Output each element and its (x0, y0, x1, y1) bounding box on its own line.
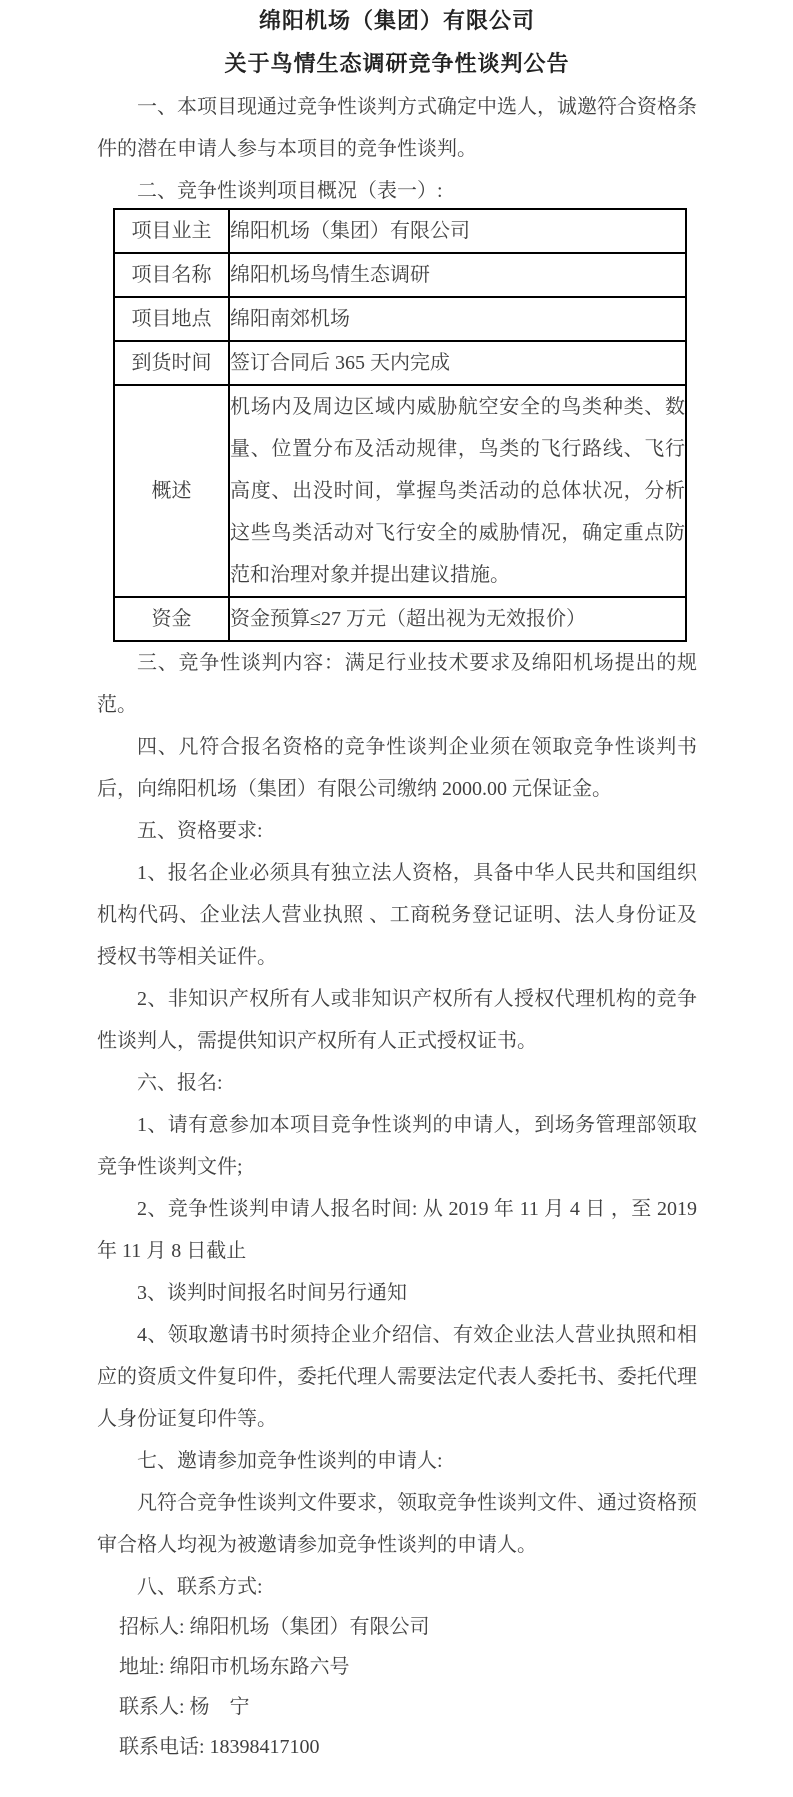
cell-label: 到货时间 (114, 341, 229, 385)
contact-person: 联系人: 杨 宁 (119, 1696, 250, 1718)
para-section-6-item-2: 2、竞争性谈判申请人报名时间: 从 2019 年 11 月 4 日 ，至 2019 年 11 月 8 日截止 (97, 1198, 697, 1262)
table-row-overview (114, 385, 686, 597)
contact-tenderer: 招标人: 绵阳机场（集团）有限公司 (119, 1616, 430, 1638)
doc-subtitle: 关于鸟情生态调研竞争性谈判公告 (224, 51, 570, 76)
table-row-project-owner (114, 209, 686, 253)
cell-label: 项目名称 (114, 253, 229, 297)
section-8-heading: 八、联系方式: (137, 1576, 263, 1598)
project-overview-table (113, 208, 687, 642)
cell-value: 绵阳机场（集团）有限公司 (229, 209, 686, 253)
section-7-heading: 七、邀请参加竞争性谈判的申请人: (137, 1450, 443, 1472)
section-5-heading: 五、资格要求: (137, 820, 263, 842)
contact-address: 地址: 绵阳市机场东路六号 (119, 1656, 350, 1678)
table-row-budget (114, 597, 686, 641)
doc-title: 绵阳机场（集团）有限公司 (258, 8, 535, 33)
para-section-4: 四、凡符合报名资格的竞争性谈判企业须在领取竞争性谈判书后，向绵阳机场（集团）有限公司缴纳 2000.00 元保证金。 (97, 736, 697, 800)
project-overview-table-body (114, 209, 686, 641)
section-2-heading: 二、竞争性谈判项目概况（表一）: (137, 180, 443, 202)
para-section-7-body: 凡符合竞争性谈判文件要求，领取竞争性谈判文件、通过资格预审合格人均视为被邀请参加竞争性谈判的申请人。 (97, 1492, 697, 1556)
para-section-1-intro: 一、本项目现通过竞争性谈判方式确定中选人，诚邀符合资格条件的潜在申请人参与本项目的竞争性谈判。 (97, 96, 697, 160)
cell-value: 资金预算≤27 万元（超出视为无效报价） (229, 597, 686, 641)
cell-label: 概述 (114, 385, 229, 597)
contact-phone: 联系电话: 18398417100 (119, 1736, 320, 1758)
cell-label: 项目地点 (114, 297, 229, 341)
para-section-6-item-3: 3、谈判时间报名时间另行通知 (137, 1282, 407, 1304)
cell-value: 绵阳机场鸟情生态调研 (229, 253, 686, 297)
para-section-5-item-1: 1、报名企业必须具有独立法人资格，具备中华人民共和国组织机构代码、企业法人营业执照 、工商税务登记证明、法人身份证及授权书等相关证件。 (97, 862, 697, 968)
cell-label: 项目业主 (114, 209, 229, 253)
cell-value: 签订合同后 365 天内完成 (229, 341, 686, 385)
para-section-3: 三、竞争性谈判内容：满足行业技术要求及绵阳机场提出的规范。 (97, 652, 697, 716)
para-section-6-item-1: 1、请有意参加本项目竞争性谈判的申请人，到场务管理部领取竞争性谈判文件; (97, 1114, 697, 1178)
section-6-heading: 六、报名: (137, 1072, 223, 1094)
para-section-5-item-2: 2、非知识产权所有人或非知识产权所有人授权代理机构的竞争性谈判人，需提供知识产权所有人正式授权证书。 (97, 988, 697, 1052)
table-row-delivery-time (114, 341, 686, 385)
cell-value: 绵阳南郊机场 (229, 297, 686, 341)
para-section-6-item-4: 4、领取邀请书时须持企业介绍信、有效企业法人营业执照和相应的资质文件复印件，委托代理人需要法定代表人委托书、委托代理人身份证复印件等。 (97, 1324, 697, 1430)
cell-value: 机场内及周边区域内威胁航空安全的鸟类种类、数量、位置分布及活动规律，鸟类的飞行路线、飞行高度、出没时间，掌握鸟类活动的总体状况，分析这些鸟类活动对飞行安全的威胁情况，确定重点防范和治理对象并提出建议措施。 (229, 385, 686, 597)
cell-label: 资金 (114, 597, 229, 641)
table-row-project-location (114, 297, 686, 341)
table-row-project-name (114, 253, 686, 297)
